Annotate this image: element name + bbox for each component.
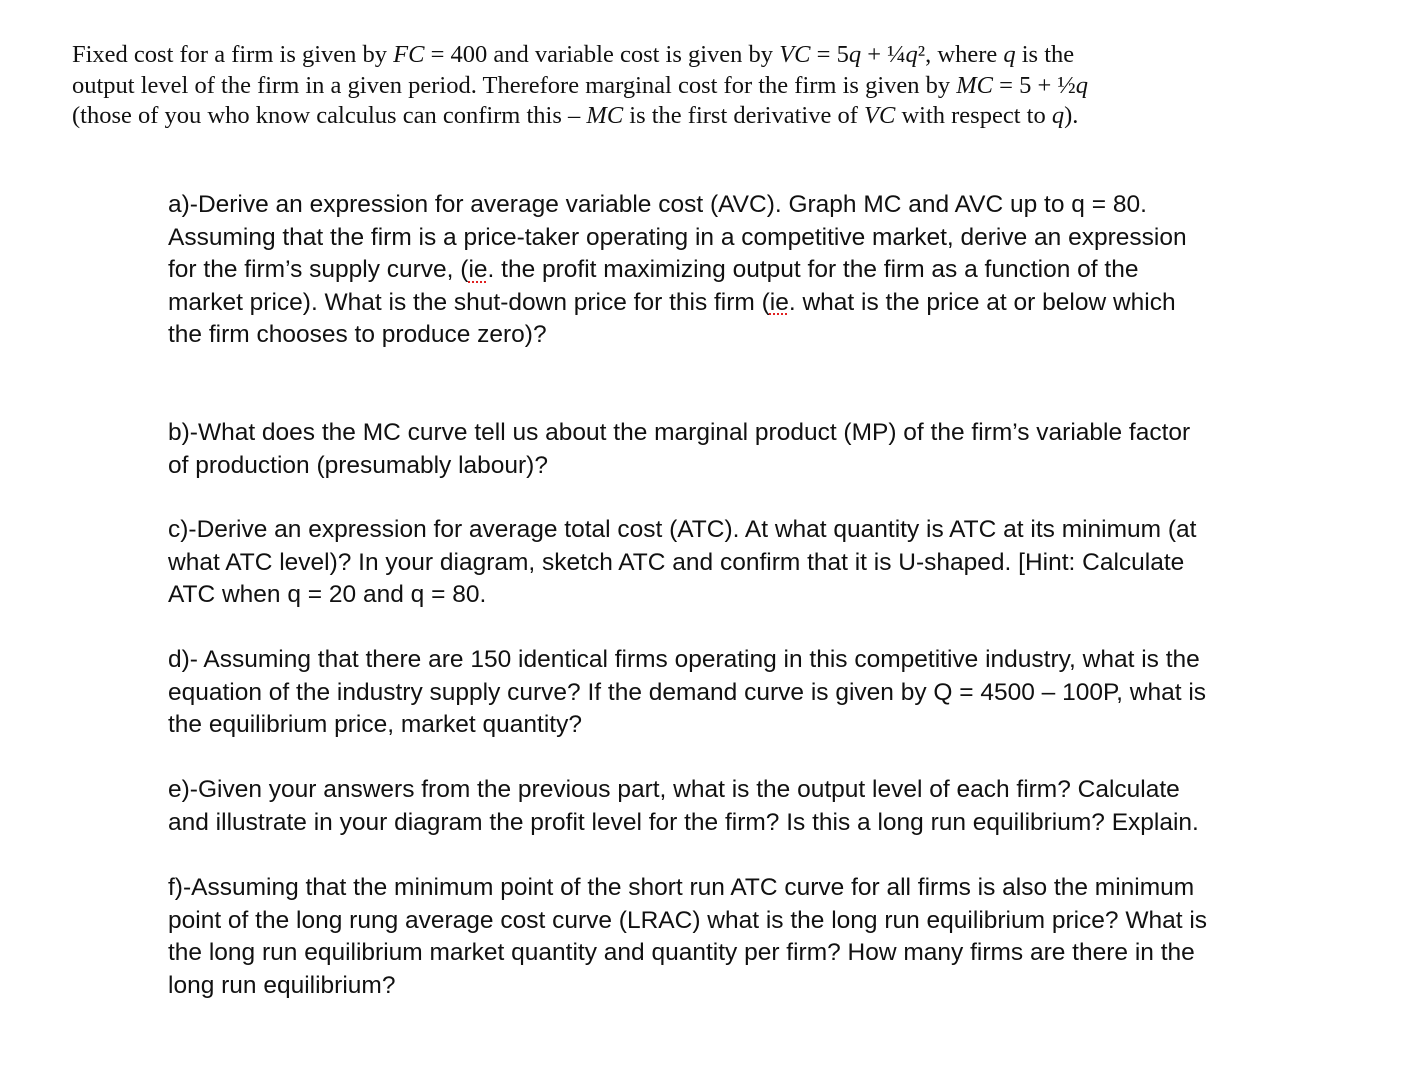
question-line: b)-What does the MC curve tell us about the marginal product (MP) of the firm’s variable factor (168, 419, 1191, 446)
question-line (168, 287, 1388, 320)
q-symbol: q (1051, 102, 1065, 129)
question-text: . what is the price at or below which (788, 288, 1176, 316)
question-line: point of the long rung average cost curve (LRAC) what is the long run equilibrium price? What is (168, 906, 1208, 934)
q-symbol: q (848, 41, 862, 68)
question-line: equation of the industry supply curve? If the demand curve is given by Q = 4500 – 100P, what is (168, 678, 1207, 706)
question-line: what ATC level)? In your diagram, sketch ATC and confirm that it is U-shaped. [Hint: Calculate (168, 548, 1185, 576)
question-line: and illustrate in your diagram the profit level for the firm? Is this a long run equilibrium? Explain. (168, 808, 1199, 836)
intro-text: = 5 + ½ (993, 71, 1076, 99)
question-e (168, 774, 1388, 839)
question-line: the equilibrium price, market quantity? (168, 711, 582, 738)
question-text: market price). What is the shut-down price for this firm ( (168, 288, 770, 316)
q-symbol: q (905, 41, 918, 68)
intro-line-1 (72, 40, 1332, 71)
spellcheck-marked-word: ie (468, 256, 488, 283)
question-line: a)-Derive an expression for average variable cost (AVC). Graph MC and AVC up to q = 80. (168, 191, 1147, 218)
q-symbol: q (1075, 71, 1089, 99)
intro-text: (those of you who know calculus can confirm this – (72, 102, 587, 129)
mc-symbol: MC (586, 102, 624, 129)
intro-line-2 (72, 71, 1332, 102)
question-f (168, 872, 1388, 1002)
intro-line-3 (72, 101, 1332, 132)
intro-text: = 5 (810, 41, 849, 68)
question-line (168, 254, 1388, 287)
intro-text: output level of the firm in a given period. Therefore marginal cost for the firm is given by (72, 71, 957, 99)
question-line: f)-Assuming that the minimum point of the short run ATC curve for all firms is also the minimum (168, 874, 1195, 901)
intro-text: Fixed cost for a firm is given by (72, 41, 394, 68)
intro-text: + ¼ (861, 41, 906, 68)
intro-text: with respect to (895, 102, 1052, 129)
fc-symbol: FC (393, 41, 425, 68)
question-text: . the profit maximizing output for the firm as a function of the (487, 256, 1139, 283)
question-line: long run equilibrium? (168, 971, 396, 999)
vc-symbol: VC (779, 41, 811, 68)
question-d (168, 644, 1388, 742)
intro-text: is the (1015, 41, 1075, 68)
question-line: ATC when q = 20 and q = 80. (168, 581, 487, 608)
question-line: e)-Given your answers from the previous part, what is the output level of each firm? Calculate (168, 776, 1180, 803)
spellcheck-marked-word: ie (769, 288, 789, 316)
question-text: for the firm’s supply curve, ( (168, 256, 469, 283)
question-line: c)-Derive an expression for average total cost (ATC). At what quantity is ATC at its minimum (at (168, 516, 1197, 543)
intro-text: = 400 and variable cost is given by (424, 41, 780, 68)
question-line: Assuming that the firm is a price-taker operating in a competitive market, derive an expression (168, 223, 1187, 251)
question-line: d)- Assuming that there are 150 identical firms operating in this competitive industry, what is the (168, 646, 1200, 673)
intro-paragraph (72, 40, 1332, 132)
question-line: the firm chooses to produce zero)? (168, 321, 547, 348)
vc-symbol: VC (864, 102, 896, 129)
intro-text: ). (1064, 102, 1079, 129)
q-symbol: q (1003, 41, 1016, 68)
mc-symbol: MC (956, 71, 993, 99)
question-line: the long run equilibrium market quantity and quantity per firm? How many firms are there in the (168, 939, 1195, 966)
intro-text: ², where (917, 41, 1004, 68)
intro-text: is the first derivative of (623, 102, 865, 129)
question-c (168, 514, 1388, 612)
question-line: of production (presumably labour)? (168, 451, 548, 479)
question-a (168, 189, 1388, 352)
question-b (168, 417, 1388, 482)
